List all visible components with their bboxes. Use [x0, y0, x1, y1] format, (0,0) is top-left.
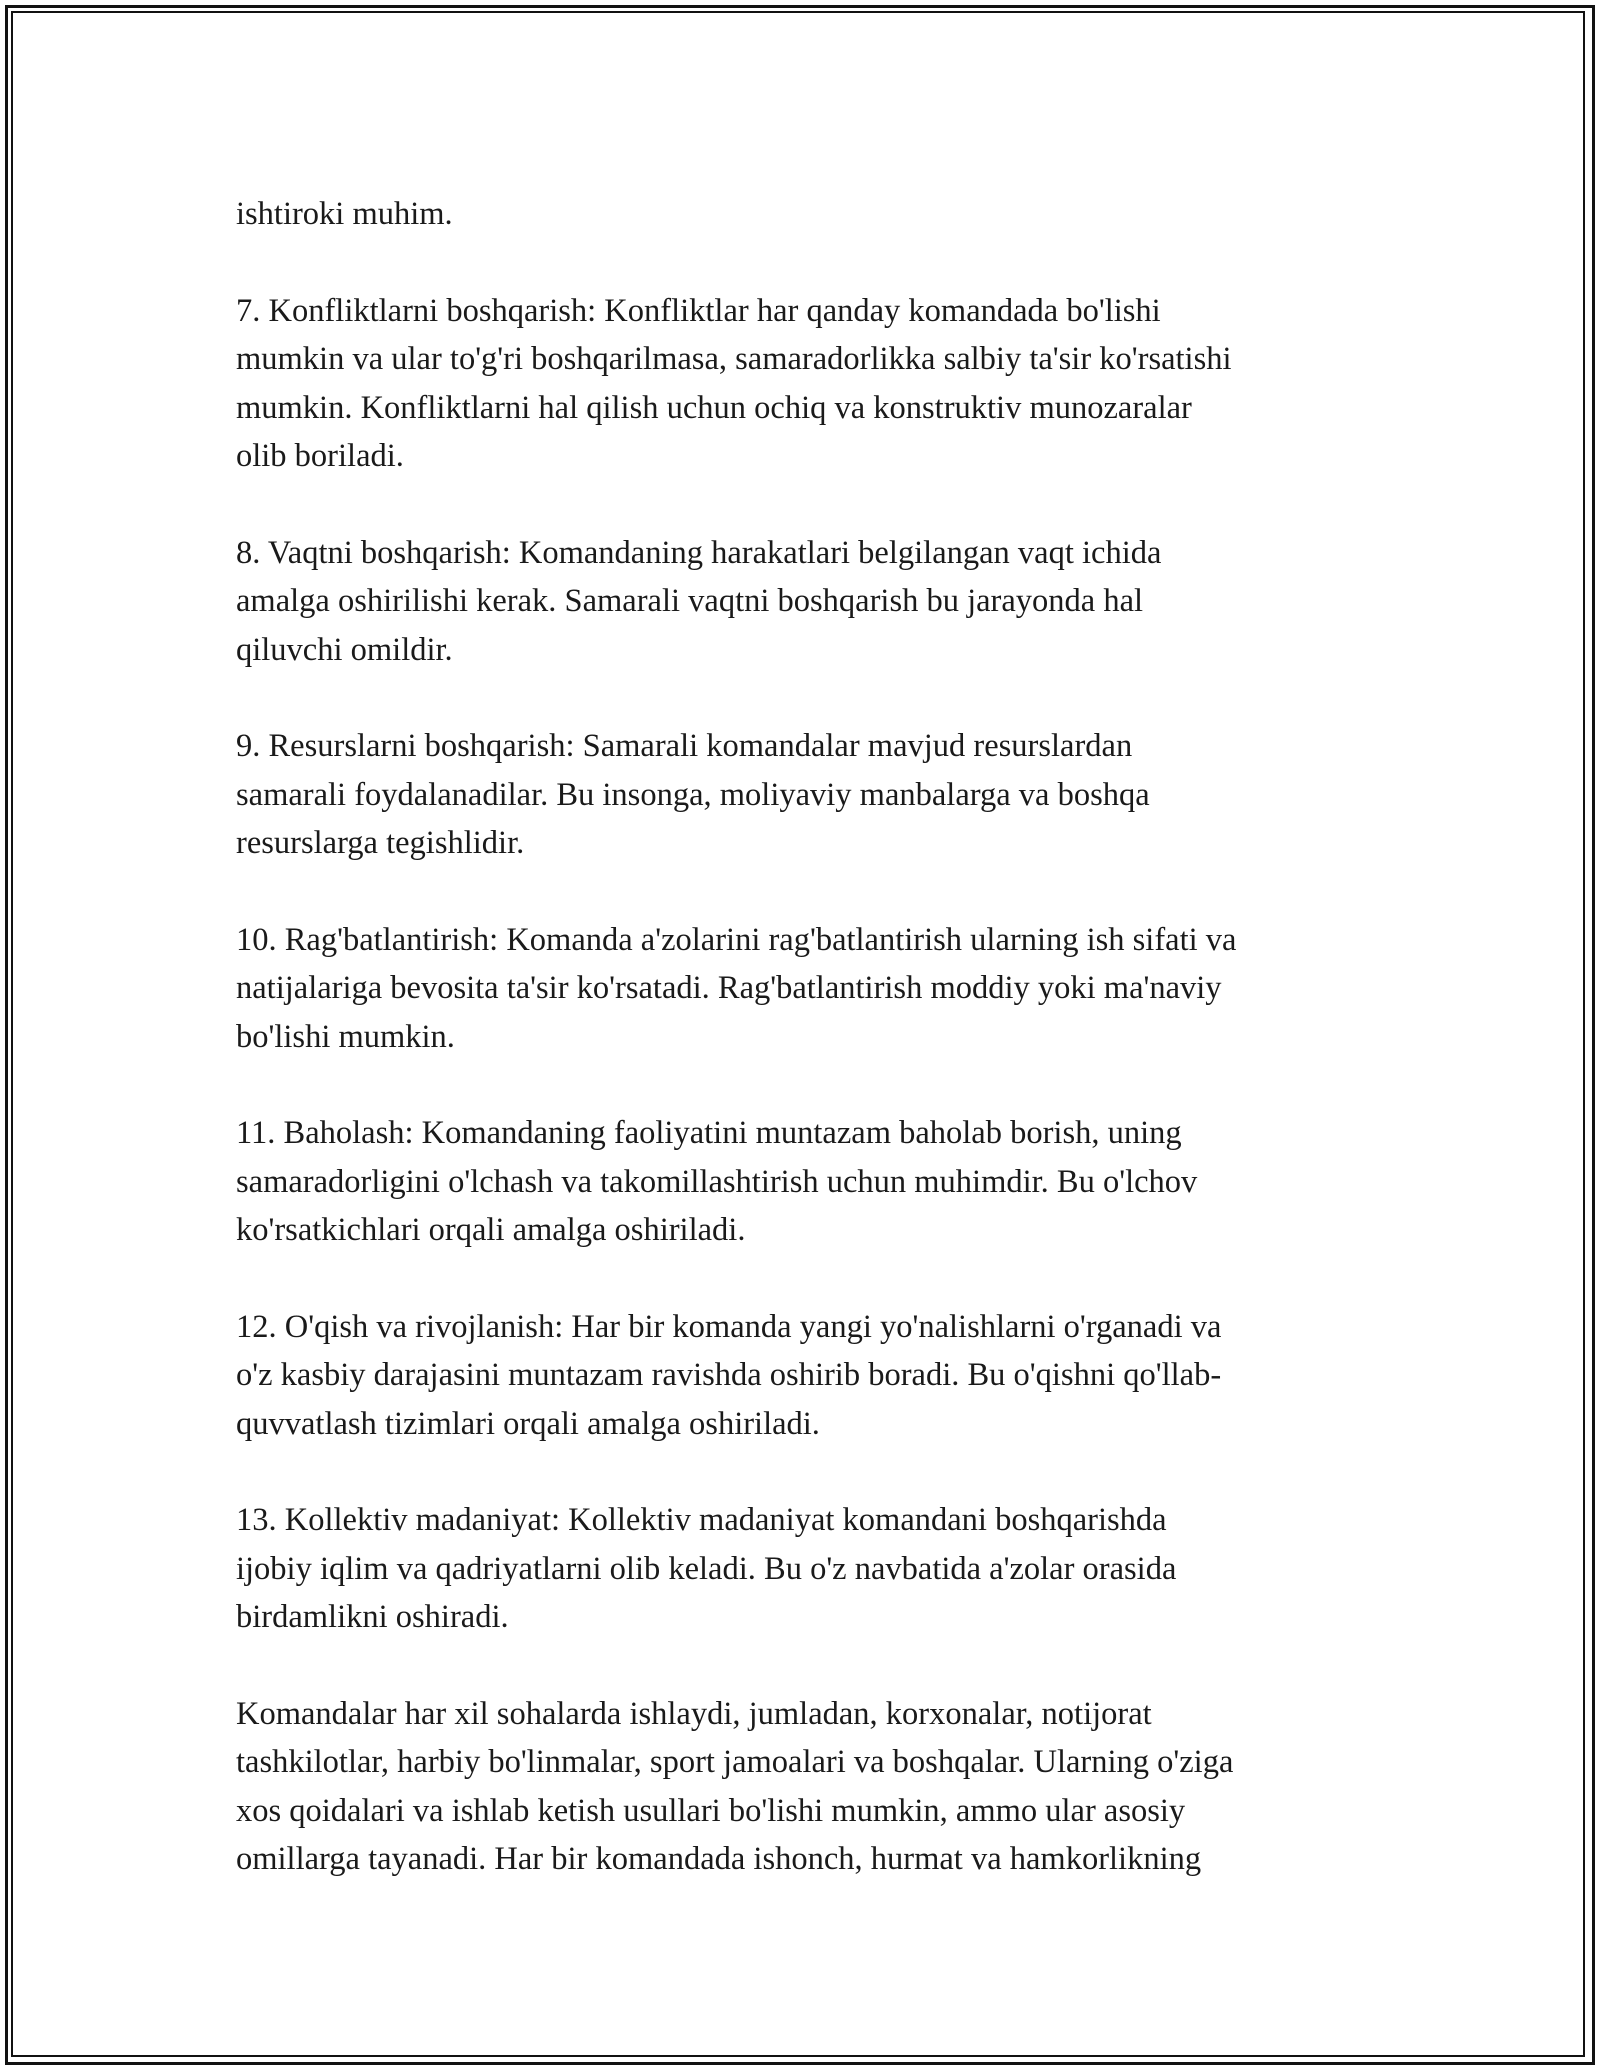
paragraph-resource-management: 9. Resurslarni boshqarish: Samarali komandalar mavjud resurslardan samarali foydalanadilar. Bu insonga, moliyaviy manbalarga va boshqa resurslarga tegishlidir. — [236, 728, 1150, 861]
paragraph-learning-development: 12. O'qish va rivojlanish: Har bir komanda yangi yo'nalishlarni o'rganadi va o'z kasbiy darajasini muntazam ravishda oshirib boradi. Bu o'qishni qo'llab- quvvatlash tizimlari orqali amalga oshiriladi. — [236, 1308, 1222, 1442]
paragraph-conflict-management: 7. Konfliktlarni boshqarish: Konfliktlar har qanday komandada bo'lishi mumkin va ular to'g'ri boshqarilmasa, samaradorlikka salbiy ta'sir ko'rsatishi mumkin. Konfliktlarni hal qilish uchun ochiq va konstruktiv munozaralar olib boriladi. — [236, 292, 1232, 474]
paragraph-conclusion: Komandalar har xil sohalarda ishlaydi, jumladan, korxonalar, notijorat tashkilotlar, harbiy bo'linmalar, sport jamoalari va boshqalar. Ularning o'ziga xos qoidalari va ishlab ketish usullari bo'lishi mumkin, ammo ular asosiy omillarga tayanadi. Har bir komandada ishonch, hurmat va hamkorlikning — [236, 1695, 1234, 1877]
paragraph-motivation: 10. Rag'batlantirish: Komanda a'zolarini rag'batlantirish ularning ish sifati va natijalariga bevosita ta'sir ko'rsatadi. Rag'batlantirish moddiy yoki ma'naviy bo'lishi mumkin. — [236, 921, 1237, 1055]
document-body — [236, 190, 1376, 1884]
paragraph-continuation: ishtiroki muhim. — [236, 196, 453, 232]
paragraph-evaluation: 11. Baholash: Komandaning faoliyatini muntazam baholab borish, uning samaradorligini o'lchash va takomillashtirish uchun muhimdir. Bu o'lchov ko'rsatkichlari orqali amalga oshiriladi. — [236, 1115, 1198, 1248]
paragraph-collective-culture: 13. Kollektiv madaniyat: Kollektiv madaniyat komandani boshqarishda ijobiy iqlim va qadriyatlarni olib keladi. Bu o'z navbatida a'zolar orasida birdamlikni oshiradi. — [236, 1502, 1177, 1635]
paragraph-time-management: 8. Vaqtni boshqarish: Komandaning harakatlari belgilangan vaqt ichida amalga oshirilishi kerak. Samarali vaqtni boshqarish bu jarayonda hal qiluvchi omildir. — [236, 534, 1162, 668]
